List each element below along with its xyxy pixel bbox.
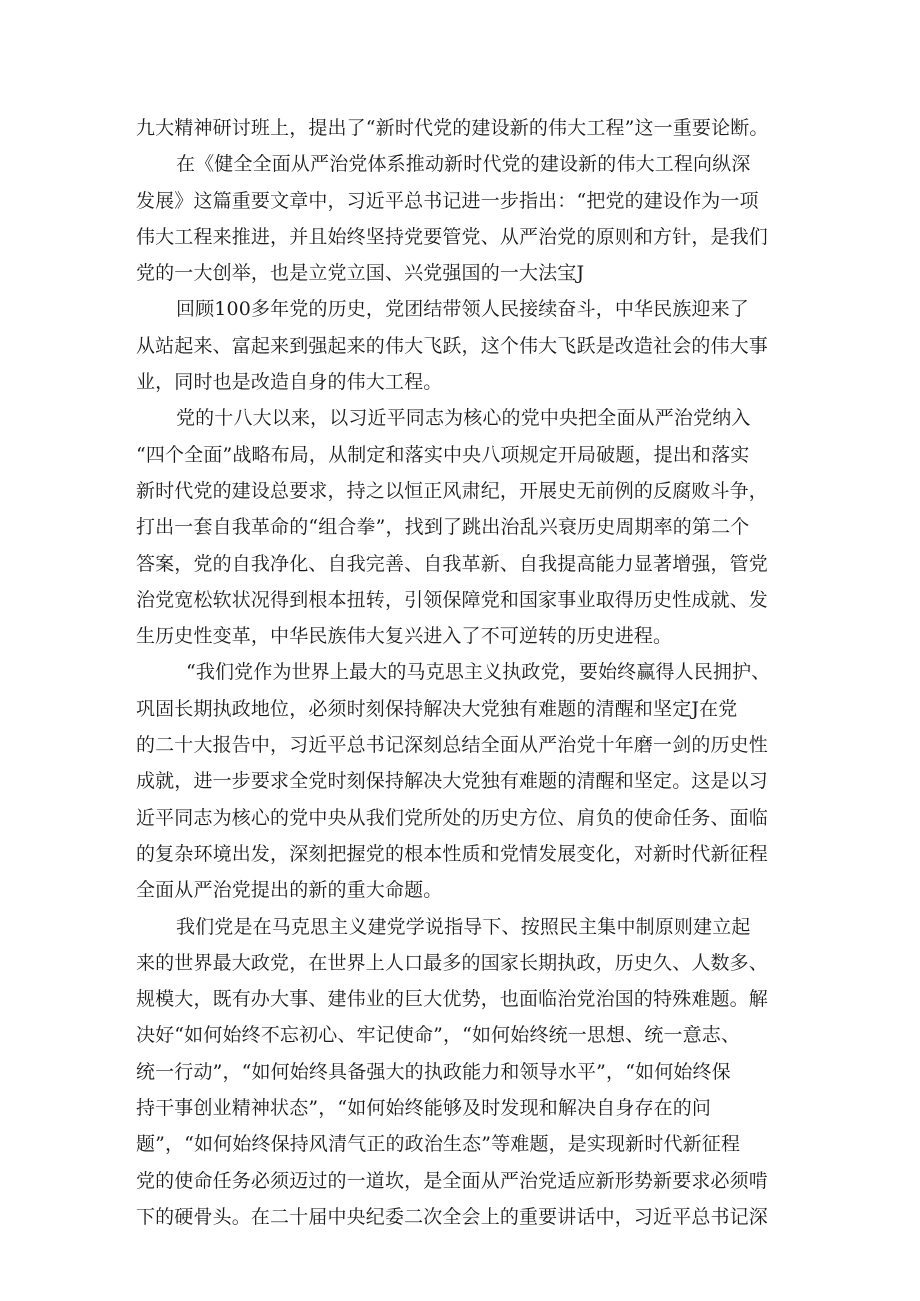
text-line: 巩固长期执政地位，必须时刻保持解决大党独有难题的清醒和坚定J在党 [136, 697, 738, 720]
text-line: 党的十八大以来，以习近平同志为核心的党中央把全面从严治党纳入 [176, 407, 751, 430]
text-line: “我们党作为世界上最大的马克思主义执政党，要始终赢得人民拥护、 [186, 661, 771, 684]
text-line: 规模大，既有办大事、建伟业的巨大优势，也面临治党治国的特殊难题。解 [136, 988, 768, 1011]
paragraph-history-review [136, 291, 796, 400]
paragraph-largest-party [136, 909, 796, 1236]
text-line: 发展》这篇重要文章中，习近平总书记进一步指出：“把党的建设作为一项 [136, 189, 759, 212]
text-line: 九大精神研讨班上，提出了“新时代党的建设新的伟大工程”这一重要论断。 [136, 117, 769, 139]
text-line: 来的世界最大政党，在世界上人口最多的国家长期执政，历史久、人数多、 [136, 951, 768, 974]
paragraph-article-quote [136, 146, 796, 291]
text-line: 业，同时也是改造自身的伟大工程。 [136, 371, 443, 394]
text-line: 的二十大报告中，习近平总书记深刻总结全面从严治党十年磨一剑的历史性 [136, 734, 768, 757]
text-line: 成就，进一步要求全党时刻保持解决大党独有难题的清醒和坚定。这是以习 [136, 770, 768, 793]
text-line: 题”，“如何始终保持风清气正的政治生态”等难题，是实现新时代新征程 [136, 1133, 741, 1156]
text-line: 治党宽松软状况得到根本扭转，引领保障党和国家事业取得历史性成就、发 [136, 588, 768, 611]
text-line: 回顾100多年党的历史，党团结带领人民接续奋斗，中华民族迎来了 [176, 298, 749, 321]
text-line: 统一行动”，“如何始终具备强大的执政能力和领导水平”，“如何始终保 [136, 1060, 731, 1083]
text-line: 伟大工程来推进，并且始终坚持党要管党、从严治党的原则和方针，是我们 [136, 225, 768, 248]
text-line: 近平同志为核心的党中央从我们党所处的历史方位、肩负的使命任务、面临 [136, 806, 768, 829]
document-body [136, 110, 796, 1235]
text-line: 持干事创业精神状态”，“如何始终能够及时发现和解决自身存在的问 [136, 1097, 712, 1120]
paragraph-continuation [136, 110, 796, 146]
text-line: “四个全面”战略布局，从制定和落实中央八项规定开局破题，提出和落实 [136, 443, 750, 466]
text-line: 党的使命任务必须迈过的一道坎，是全面从严治党适应新形势新要求必须啃 [136, 1169, 768, 1192]
text-line: 答案，党的自我净化、自我完善、自我革新、自我提高能力显著增强，管党 [136, 552, 768, 575]
text-line: 决好“如何始终不忘初心、牢记使命”，“如何始终统一思想、统一意志、 [136, 1024, 741, 1047]
paragraph-eighteenth-congress [136, 400, 796, 654]
text-line: 我们党是在马克思主义建党学说指导下、按照民主集中制原则建立起 [176, 915, 751, 938]
text-line: 新时代党的建设总要求，持之以恒正风肃纪，开展史无前例的反腐败斗争， [136, 479, 768, 502]
text-line: 全面从严治党提出的新的重大命题。 [136, 879, 443, 902]
text-line: 的复杂环境出发，深刻把握党的根本性质和党情发展变化，对新时代新征程 [136, 842, 768, 865]
text-line: 在《健全全面从严治党体系推动新时代党的建设新的伟大工程向纵深 [176, 153, 751, 176]
text-line: 生历史性变革，中华民族伟大复兴进入了不可逆转的历史进程。 [136, 625, 673, 648]
text-line: 党的一大创举，也是立党立国、兴党强国的一大法宝J [136, 262, 585, 285]
text-line: 打出一套自我革命的“组合拳”，找到了跳出治乱兴衰历史周期率的第二个 [136, 516, 750, 539]
text-line: 下的硬骨头。在二十届中央纪委二次全会上的重要讲话中，习近平总书记深 [136, 1205, 768, 1228]
paragraph-twentieth-congress [136, 654, 796, 908]
text-line: 从站起来、富起来到强起来的伟大飞跃，这个伟大飞跃是改造社会的伟大事 [136, 334, 768, 357]
